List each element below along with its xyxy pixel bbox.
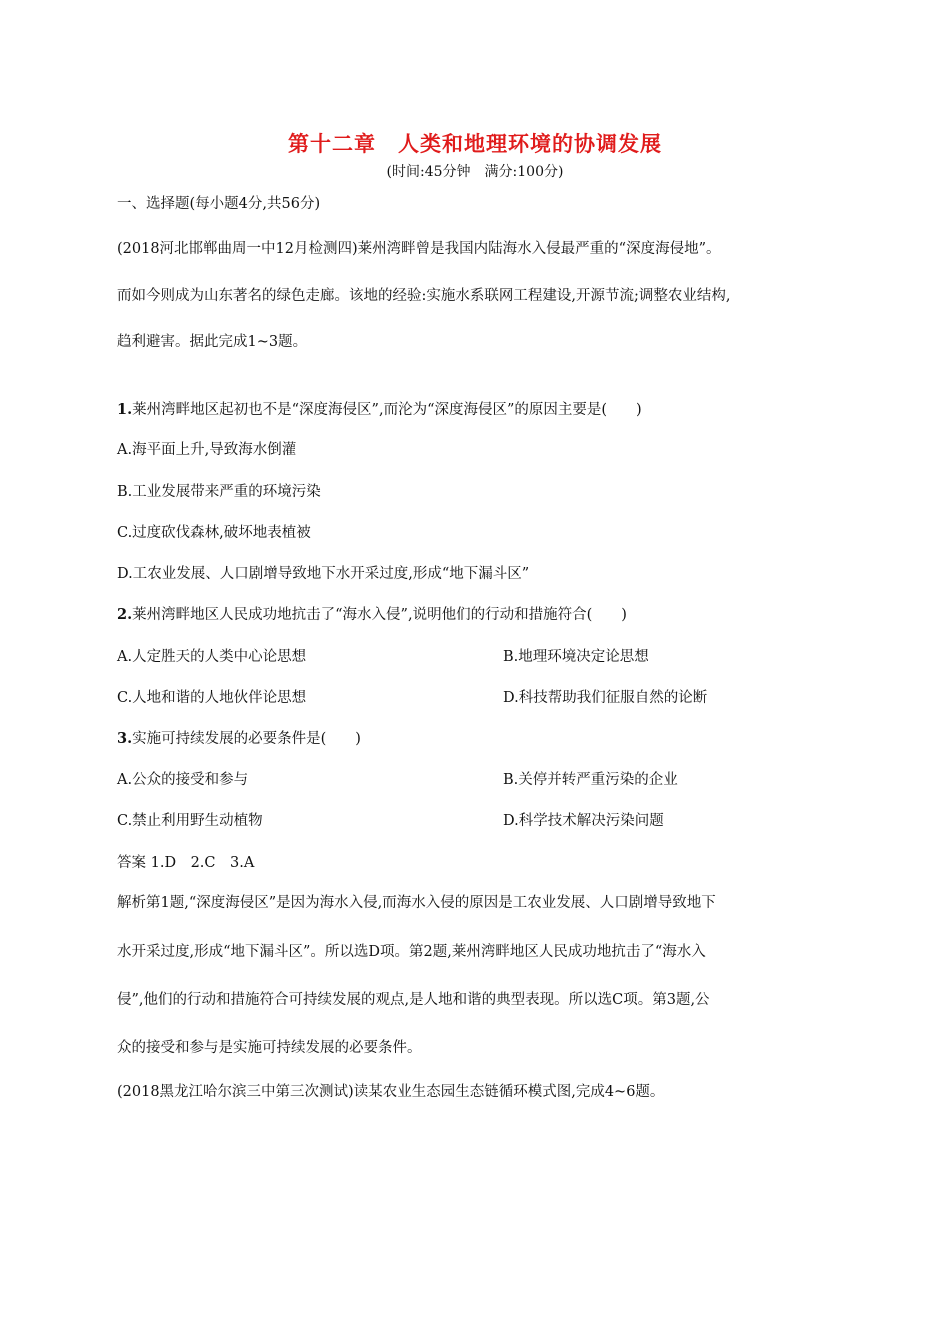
analysis-line: 众的接受和参与是实施可持续发展的必要条件。: [117, 1040, 422, 1056]
question-number: 3.: [117, 730, 133, 747]
option-d: D.科学技术解决污染问题: [503, 813, 664, 829]
option-row: [117, 809, 664, 830]
question-1: [117, 398, 642, 419]
section-heading: 一、选择题(每小题4分,共56分): [117, 196, 321, 212]
option-row: [117, 645, 649, 666]
analysis-line: 解析第1题,“深度海侵区”是因为海水入侵,而海水入侵的原因是工农业发展、人口剧增导致地下: [117, 895, 716, 911]
option-c: C.过度砍伐森林,破坏地表植被: [117, 525, 311, 541]
option-b: B.地理环境决定论思想: [503, 649, 649, 665]
chapter-title: 第十二章 人类和地理环境的协调发展: [288, 132, 662, 156]
question-number: 1.: [117, 401, 133, 418]
question-number: 2.: [117, 606, 133, 623]
option-d: D.科技帮助我们征服自然的论断: [503, 690, 708, 706]
option-a: A.人定胜天的人类中心论思想: [117, 649, 307, 665]
analysis-line: 水开采过度,形成“地下漏斗区”。所以选D项。第2题,莱州湾畔地区人民成功地抗击了“海水入: [117, 944, 706, 960]
passage1-line: 趋利避害。据此完成1~3题。: [117, 334, 308, 350]
option-a: A.海平面上升,导致海水倒灌: [117, 442, 297, 458]
passage1-line: (2018河北邯郸曲周一中12月检测四)莱州湾畔曾是我国内陆海水入侵最严重的“深度海侵地”。: [117, 241, 721, 257]
passage1-line: 而如今则成为山东著名的绿色走廊。该地的经验:实施水系联网工程建设,开源节流;调整农业结构,: [117, 288, 731, 304]
question-stem: 实施可持续发展的必要条件是( ): [132, 731, 361, 747]
option-c: C.人地和谐的人地伙伴论思想: [117, 690, 307, 706]
analysis-line: 侵”,他们的行动和措施符合可持续发展的观点,是人地和谐的典型表现。所以选C项。第3题,公: [117, 992, 710, 1008]
passage2-intro: (2018黑龙江哈尔滨三中第三次测试)读某农业生态园生态链循环模式图,完成4~6题。: [117, 1084, 665, 1100]
option-a: A.公众的接受和参与: [117, 772, 249, 788]
question-stem: 莱州湾畔地区起初也不是“深度海侵区”,而沦为“深度海侵区”的原因主要是( ): [132, 402, 642, 418]
option-row: [117, 768, 678, 789]
option-row: [117, 686, 708, 707]
question-stem: 莱州湾畔地区人民成功地抗击了“海水入侵”,说明他们的行动和措施符合( ): [132, 607, 627, 623]
option-d: D.工农业发展、人口剧增导致地下水开采过度,形成“地下漏斗区”: [117, 566, 530, 582]
exam-info: (时间:45分钟 满分:100分): [386, 164, 564, 180]
option-b: B.工业发展带来严重的环境污染: [117, 484, 321, 500]
answer-key: 答案 1.D 2.C 3.A: [117, 855, 255, 871]
option-b: B.关停并转严重污染的企业: [503, 772, 678, 788]
option-c: C.禁止利用野生动植物: [117, 813, 263, 829]
question-3: [117, 727, 361, 748]
question-2: [117, 603, 627, 624]
